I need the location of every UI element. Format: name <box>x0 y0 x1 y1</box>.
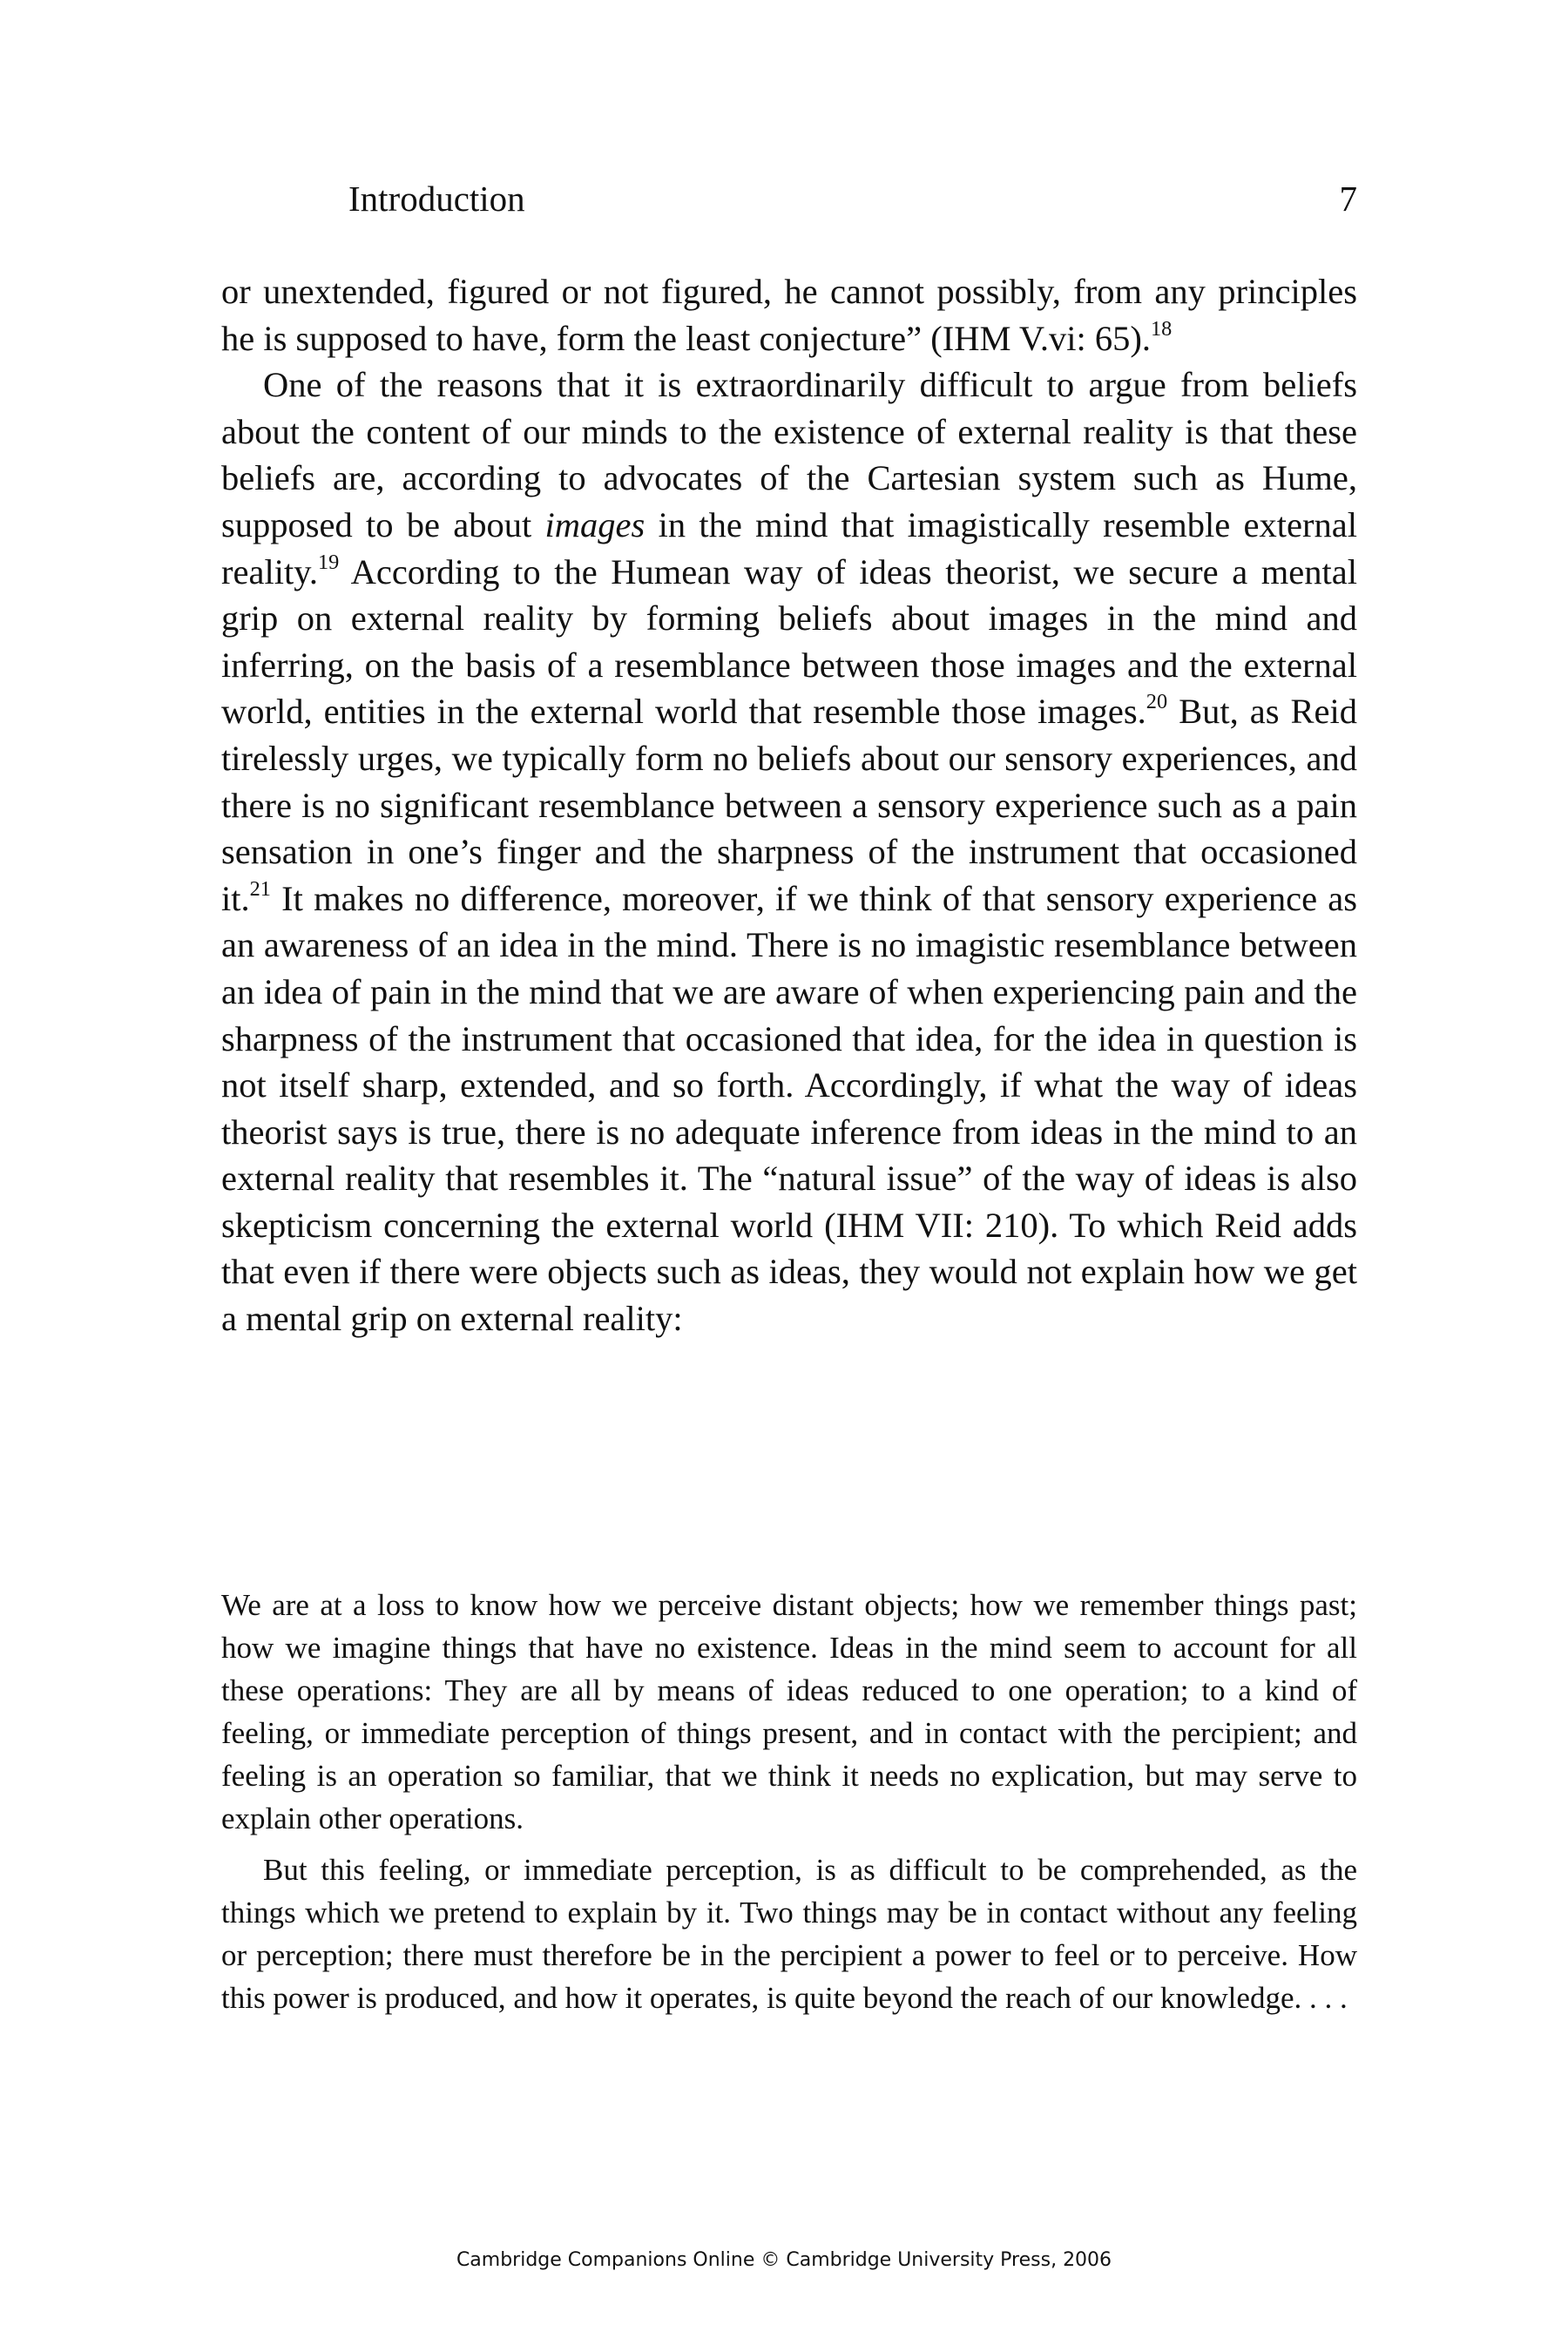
paragraph-2-segment-4: But, as Reid tirelessly urges, we typically form no beliefs about our sensory experiences, and there is no significant resemblance between a sensory experience such as a pain sensation in one’s finger and the sharpness of the instrument that occasioned it. <box>221 692 1357 918</box>
running-head <box>348 172 1357 225</box>
footnote-ref-21[interactable]: 21 <box>249 876 271 901</box>
emphasis-images: images <box>544 504 645 544</box>
paragraph-2-segment-5: It makes no difference, moreover, if we think of that sensory experience as an awareness of an idea in the mind. There is no imagistic resemblance between an idea of pain in the mind that we are aware of when experiencing pain and the sharpness of the instrument that occasioned that idea, for the idea in question is not itself sharp, extended, and so forth. Accordingly, if what the way of ideas theorist says is true, there is no adequate inference from ideas in the mind to an external reality that resembles it. The “natural issue” of the way of ideas is also skepticism concerning the external world (IHM VII: 210). To which Reid adds that even if there were objects such as ideas, they would not explain how we get a mental grip on external reality: <box>221 878 1357 1339</box>
body-text <box>221 268 1357 1342</box>
paragraph-2-segment-3: According to the Humean way of ideas theorist, we secure a mental grip on external reality by forming beliefs about images in the mind and inferring, on the basis of a resemblance between those images and the external world, entities in the external world that resemble those images. <box>221 551 1357 732</box>
page-number: 7 <box>1339 179 1357 219</box>
footnote-ref-19[interactable]: 19 <box>317 550 340 574</box>
running-head-title: Introduction <box>348 179 525 219</box>
block-quote-paragraph-2: But this feeling, or immediate perception, is as difficult to be comprehended, as the things which we pretend to explain by it. Two things may be in contact without any feeling or perception; there must therefore be in the percipient a power to feel or to perceive. How this power is produced, and how it operates, is quite beyond the reach of our knowledge. . . . <box>221 1853 1357 2015</box>
paragraph-2-segment-2: in the mind that imagistically resemble external reality. <box>221 504 1357 591</box>
copyright-footer: Cambridge Companions Online © Cambridge University Press, 2006 <box>456 2249 1112 2271</box>
paragraph-2-segment-1: One of the reasons that it is extraordinarily difficult to argue from beliefs about the content of our minds to the existence of external reality is that these beliefs are, according to advocates of the Cartesian system such as Hume, supposed to be about <box>221 365 1357 544</box>
footnote-ref-18[interactable]: 18 <box>1151 316 1173 341</box>
block-quote <box>221 1584 1357 2019</box>
paragraph-reasons <box>221 362 1357 1342</box>
block-quote-paragraph-1: We are at a loss to know how we perceive distant objects; how we remember things past; how we imagine things that have no existence. Ideas in the mind seem to account for all these operations: They are all by means of ideas reduced to one operation; to a kind of feeling, or immediate perception of things present, and in contact with the percipient; and feeling is an operation so familiar, that we think it needs no explication, but may serve to explain other operations. <box>221 1588 1357 1835</box>
footnote-ref-20[interactable]: 20 <box>1146 690 1168 714</box>
paragraph-continuation <box>221 268 1357 362</box>
paragraph-1-text: or unextended, figured or not figured, he cannot possibly, from any principles he is supposed to have, form the least conjecture” (IHM V.vi: 65). <box>221 272 1357 358</box>
